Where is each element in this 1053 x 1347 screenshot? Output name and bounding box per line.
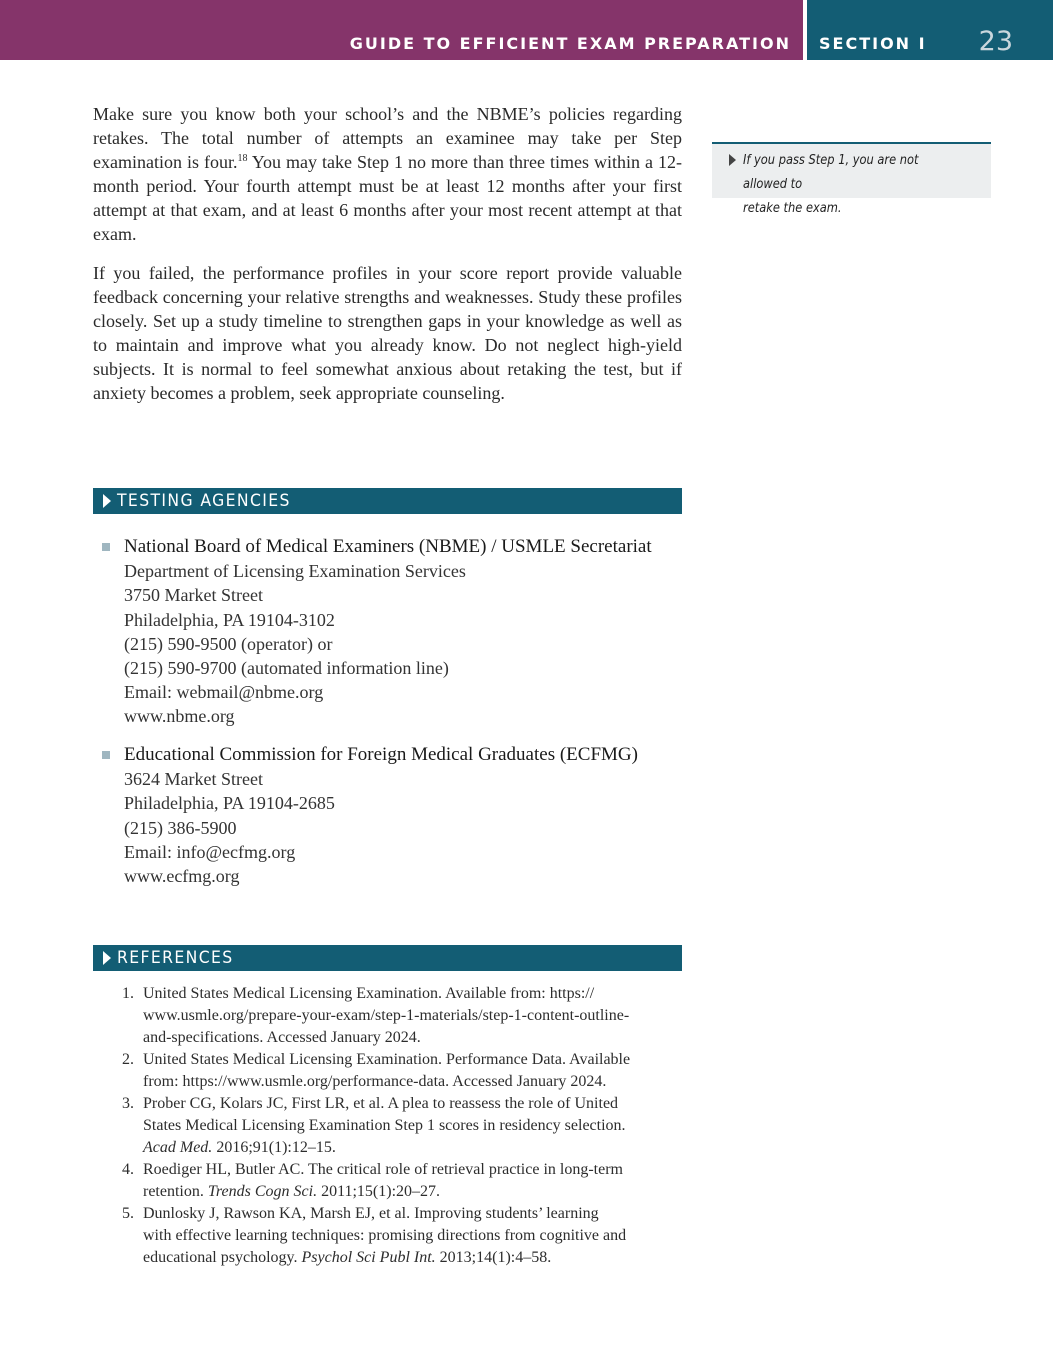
references-title: REFERENCES: [117, 948, 234, 968]
footnote-ref: 18: [237, 153, 248, 164]
reference-number: 2.: [122, 1051, 134, 1068]
sidebar-note-text: [743, 149, 954, 221]
agency-line: Philadelphia, PA 19104-3102: [124, 609, 335, 630]
paragraph-retakes-part1: Make sure you know both your school’s and the NBME’s policies regarding retakes. The total number of attempts an examinee may take per Step examination is four.: [93, 104, 682, 172]
reference-line: [143, 1181, 682, 1203]
section-arrow-icon: [103, 494, 111, 508]
citation-details: 2013;14(1):4–58.: [435, 1249, 552, 1266]
header-section-band: [807, 0, 1053, 60]
agency-line: (215) 386-5900: [124, 817, 237, 838]
reference-line: Prober CG, Kolars JC, First LR, et al. A plea to reassess the role of United: [143, 1095, 619, 1112]
reference-line: United States Medical Licensing Examination. Available from: https://: [143, 985, 595, 1002]
journal-name: Psychol Sci Publ Int.: [301, 1249, 436, 1266]
agency-email: Email: webmail@nbme.org: [124, 682, 324, 703]
section-label: SECTION I: [819, 34, 927, 53]
testing-agencies-title: TESTING AGENCIES: [117, 491, 291, 511]
reference-line: Dunlosky J, Rawson KA, Marsh EJ, et al. Improving students’ learning: [143, 1205, 599, 1222]
agency-ecfmg: [93, 743, 682, 888]
reference-line: www.usmle.org/prepare-your-exam/step-1-materials/step-1-content-outline-: [143, 1007, 630, 1024]
reference-line: with effective learning techniques: promising directions from cognitive and: [143, 1227, 627, 1244]
reference-line: from: https://www.usmle.org/performance-data. Accessed January 2024.: [143, 1073, 607, 1090]
testing-agencies-heading: [93, 488, 682, 514]
agency-line: Philadelphia, PA 19104-2685: [124, 793, 335, 814]
reference-line: United States Medical Licensing Examination. Performance Data. Available: [143, 1051, 631, 1068]
journal-name: Trends Cogn Sci.: [207, 1183, 318, 1200]
agency-line: 3624 Market Street: [124, 769, 263, 790]
page-header: [0, 0, 1053, 60]
reference-item: [93, 1093, 682, 1159]
section-arrow-icon: [103, 951, 111, 965]
main-column: [93, 102, 682, 420]
agency-nbme: [93, 535, 682, 729]
bullet-square-icon: [102, 751, 110, 759]
agency-website: www.ecfmg.org: [124, 866, 240, 887]
citation-details: 2011;15(1):20–27.: [317, 1183, 441, 1200]
agency-line: (215) 590-9500 (operator) or: [124, 633, 333, 654]
reference-line: Roediger HL, Butler AC. The critical role of retrieval practice in long-term: [143, 1161, 623, 1178]
reference-item: [93, 983, 682, 1049]
reference-number: 5.: [122, 1205, 134, 1222]
sidebar-note-line-2: retake the exam.: [743, 201, 842, 216]
agency-email: Email: info@ecfmg.org: [124, 841, 296, 862]
reference-item: [93, 1049, 682, 1093]
citation-details: 2016;91(1):12–15.: [212, 1139, 336, 1156]
reference-text: retention.: [143, 1183, 208, 1200]
sidebar-note-line-1: If you pass Step 1, you are not allowed to: [743, 153, 919, 192]
agency-website: www.nbme.org: [124, 706, 235, 727]
paragraph-failed: If you failed, the performance profiles in your score report provide valuable feedback concerning your relative strengths and weaknesses. Study these profiles closely. Set up a study timeline to strengthen gaps in your knowledge as well as to maintain and improve what you already know. Do not neglect high-yield subjects. It is normal to feel somewhat anxious about retaking the test, but if anxiety becomes a problem, seek appropriate counseling.: [93, 263, 682, 403]
agency-line: 3750 Market Street: [124, 585, 263, 606]
reference-line: [143, 1137, 682, 1159]
reference-number: 3.: [122, 1095, 134, 1112]
sidebar-note: [712, 142, 991, 216]
agency-line: (215) 590-9700 (automated information line): [124, 658, 449, 679]
references-list: [93, 983, 682, 1269]
paragraph-retakes-part2: You may take Step 1 no more than three times within a 12-month period. Your fourth attempt must be at least 12 months after your first attempt at that exam, and at least 6 months after your most recent attempt at that exam.: [93, 152, 682, 244]
guide-title: GUIDE TO EFFICIENT EXAM PREPARATION: [349, 34, 791, 53]
reference-item: [93, 1159, 682, 1203]
reference-item: [93, 1203, 682, 1269]
reference-number: 4.: [122, 1161, 134, 1178]
page-number: 23: [978, 26, 1013, 57]
agency-name: Educational Commission for Foreign Medical Graduates (ECFMG): [124, 744, 638, 765]
paragraph-retakes: [93, 102, 682, 246]
agency-name: National Board of Medical Examiners (NBME) / USMLE Secretariat: [124, 536, 652, 557]
reference-line: and-specifications. Accessed January 2024.: [143, 1029, 421, 1046]
agency-line: Department of Licensing Examination Services: [124, 561, 466, 582]
reference-text: educational psychology.: [143, 1249, 302, 1266]
bullet-square-icon: [102, 543, 110, 551]
note-arrow-icon: [729, 154, 736, 166]
reference-line: States Medical Licensing Examination Step 1 scores in residency selection.: [143, 1117, 626, 1134]
journal-name: Acad Med.: [143, 1139, 213, 1156]
references-heading: [93, 945, 682, 971]
reference-line: [143, 1247, 682, 1269]
reference-number: 1.: [122, 985, 134, 1002]
header-title-band: [0, 0, 803, 60]
